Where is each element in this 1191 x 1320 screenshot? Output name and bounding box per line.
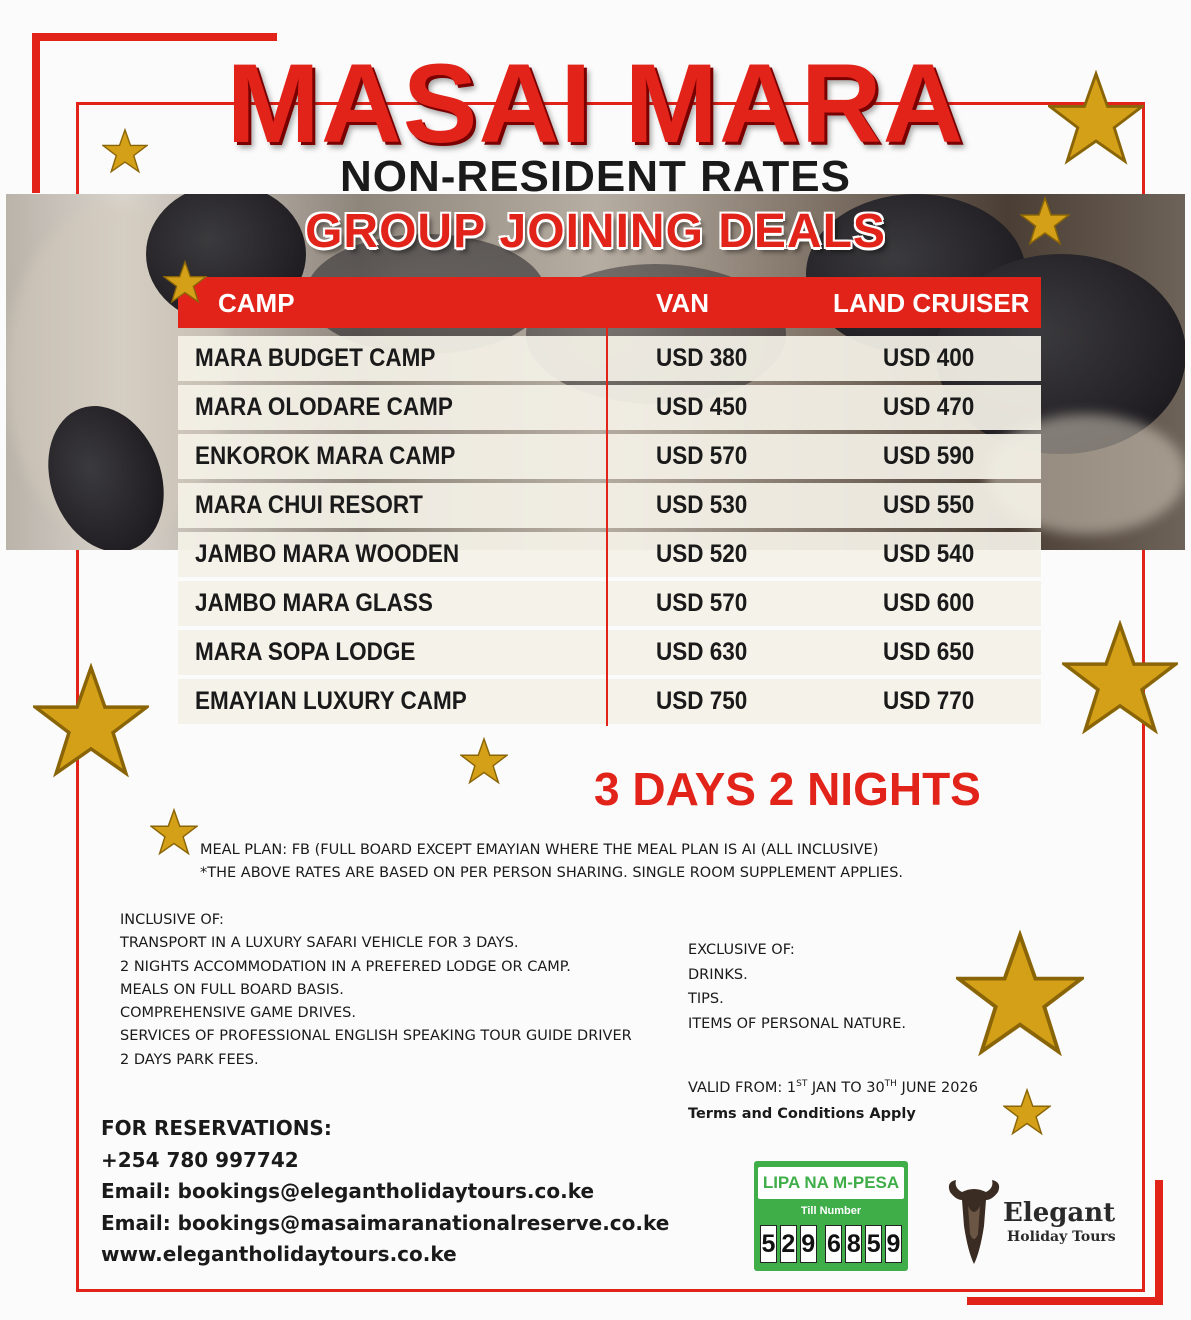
van-price: USD 570	[656, 589, 748, 617]
till-digit: 5	[760, 1225, 777, 1263]
validity-block	[688, 1075, 978, 1127]
land-cruiser-price: USD 590	[883, 442, 975, 470]
wildebeest-logo-icon	[944, 1178, 1004, 1268]
table-row	[178, 434, 1041, 479]
list-item: DRINKS.	[688, 966, 748, 983]
table-row	[178, 630, 1041, 675]
table-column-divider	[606, 277, 608, 726]
land-cruiser-price: USD 650	[883, 638, 975, 666]
table-row	[178, 532, 1041, 577]
list-item: 2 NIGHTS ACCOMMODATION IN A PREFERED LODGE OR CAMP.	[120, 958, 571, 975]
reservations-heading: FOR RESERVATIONS:	[101, 1116, 332, 1140]
inclusive-heading: INCLUSIVE OF:	[120, 912, 224, 928]
van-price: USD 630	[656, 638, 748, 666]
till-number	[760, 1225, 902, 1263]
star-icon	[1003, 1088, 1051, 1136]
company-logo-name: Elegant	[1003, 1198, 1116, 1228]
list-item: MEALS ON FULL BOARD BASIS.	[120, 981, 344, 998]
sharing-note: *THE ABOVE RATES ARE BASED ON PER PERSON SHARING. SINGLE ROOM SUPPLEMENT APPLIES.	[200, 865, 904, 882]
land-cruiser-price: USD 540	[883, 540, 975, 568]
mpesa-label: LIPA NA M-PESA	[758, 1167, 904, 1199]
van-price: USD 570	[656, 442, 748, 470]
frame-bottom-right-v	[1155, 1180, 1163, 1305]
star-icon	[163, 260, 207, 304]
land-cruiser-price: USD 550	[883, 491, 975, 519]
mpesa-till-badge	[754, 1161, 908, 1271]
van-price: USD 530	[656, 491, 748, 519]
star-icon	[956, 930, 1084, 1058]
terms-note: Terms and Conditions Apply	[688, 1106, 916, 1122]
land-cruiser-price: USD 470	[883, 393, 975, 421]
camp-name: MARA CHUI RESORT	[195, 491, 423, 519]
company-logo-tagline: Holiday Tours	[1007, 1229, 1116, 1245]
table-row	[178, 679, 1041, 724]
inclusive-list	[120, 909, 632, 1072]
star-icon	[33, 663, 149, 779]
van-price: USD 520	[656, 540, 748, 568]
rate-notes	[200, 839, 903, 886]
camp-name: ENKOROK MARA CAMP	[195, 442, 456, 470]
frame-bottom-right-h	[967, 1297, 1163, 1305]
meal-plan-note: MEAL PLAN: FB (FULL BOARD EXCEPT EMAYIAN WHERE THE MEAL PLAN IS AI (ALL INCLUSIVE)	[200, 842, 879, 858]
list-item: TRANSPORT IN A LUXURY SAFARI VEHICLE FOR 3 DAYS.	[120, 935, 519, 952]
exclusive-list	[688, 938, 906, 1036]
van-price: USD 380	[656, 344, 748, 372]
till-digit: 5	[865, 1225, 882, 1263]
reservations-contact	[101, 1113, 669, 1271]
star-icon	[1048, 70, 1144, 166]
star-icon	[1020, 196, 1070, 246]
frame-inner-bottom	[76, 1289, 1145, 1292]
star-icon	[150, 808, 198, 856]
till-digit: 9	[885, 1225, 902, 1263]
table-row	[178, 581, 1041, 626]
column-header-land-cruiser: LAND CRUISER	[833, 288, 1030, 318]
phone-number[interactable]: +254 780 997742	[101, 1147, 299, 1172]
star-icon	[1062, 620, 1178, 736]
till-digit: 8	[845, 1225, 862, 1263]
camp-name: JAMBO MARA GLASS	[195, 589, 433, 617]
deals-heading: GROUP JOINING DEALS	[305, 205, 886, 258]
page-subtitle: NON-RESIDENT RATES	[340, 152, 851, 201]
exclusive-heading: EXCLUSIVE OF:	[688, 942, 795, 958]
camp-name: MARA OLODARE CAMP	[195, 393, 453, 421]
column-header-camp: CAMP	[218, 288, 295, 318]
table-row	[178, 385, 1041, 430]
land-cruiser-price: USD 770	[883, 687, 975, 715]
star-icon	[102, 128, 148, 174]
table-header	[178, 277, 1041, 328]
list-item: COMPREHENSIVE GAME DRIVES.	[120, 1005, 356, 1022]
list-item: TIPS.	[688, 991, 724, 1007]
star-icon	[460, 737, 508, 785]
camp-name: JAMBO MARA WOODEN	[195, 540, 460, 568]
email-link-1[interactable]: Email: bookings@elegantholidaytours.co.ke	[101, 1179, 595, 1203]
column-header-van: VAN	[656, 288, 709, 318]
rates-table	[178, 277, 1041, 726]
land-cruiser-price: USD 600	[883, 589, 975, 617]
website-link[interactable]: www.elegantholidaytours.co.ke	[101, 1242, 457, 1266]
list-item: ITEMS OF PERSONAL NATURE.	[688, 1015, 906, 1032]
list-item: SERVICES OF PROFESSIONAL ENGLISH SPEAKING TOUR GUIDE DRIVER	[120, 1028, 632, 1045]
duration-heading: 3 DAYS 2 NIGHTS	[594, 763, 981, 815]
van-price: USD 750	[656, 687, 748, 715]
till-digit: 9	[800, 1225, 817, 1263]
frame-top-left-h	[32, 33, 277, 41]
camp-name: MARA SOPA LODGE	[195, 638, 416, 666]
table-row	[178, 336, 1041, 381]
land-cruiser-price: USD 400	[883, 344, 975, 372]
table-row	[178, 483, 1041, 528]
till-digit: 6	[825, 1225, 842, 1263]
camp-name: EMAYIAN LUXURY CAMP	[195, 687, 467, 715]
till-number-label: Till Number	[800, 1205, 862, 1217]
validity-dates: VALID FROM: 1ST JAN TO 30TH JUNE 2026	[688, 1079, 978, 1096]
till-digit: 2	[780, 1225, 797, 1263]
page-title: MASAI MARA	[226, 41, 965, 166]
email-link-2[interactable]: Email: bookings@masaimaranationalreserve.co.ke	[101, 1210, 670, 1235]
list-item: 2 DAYS PARK FEES.	[120, 1051, 259, 1068]
van-price: USD 450	[656, 393, 748, 421]
camp-name: MARA BUDGET CAMP	[195, 344, 436, 372]
